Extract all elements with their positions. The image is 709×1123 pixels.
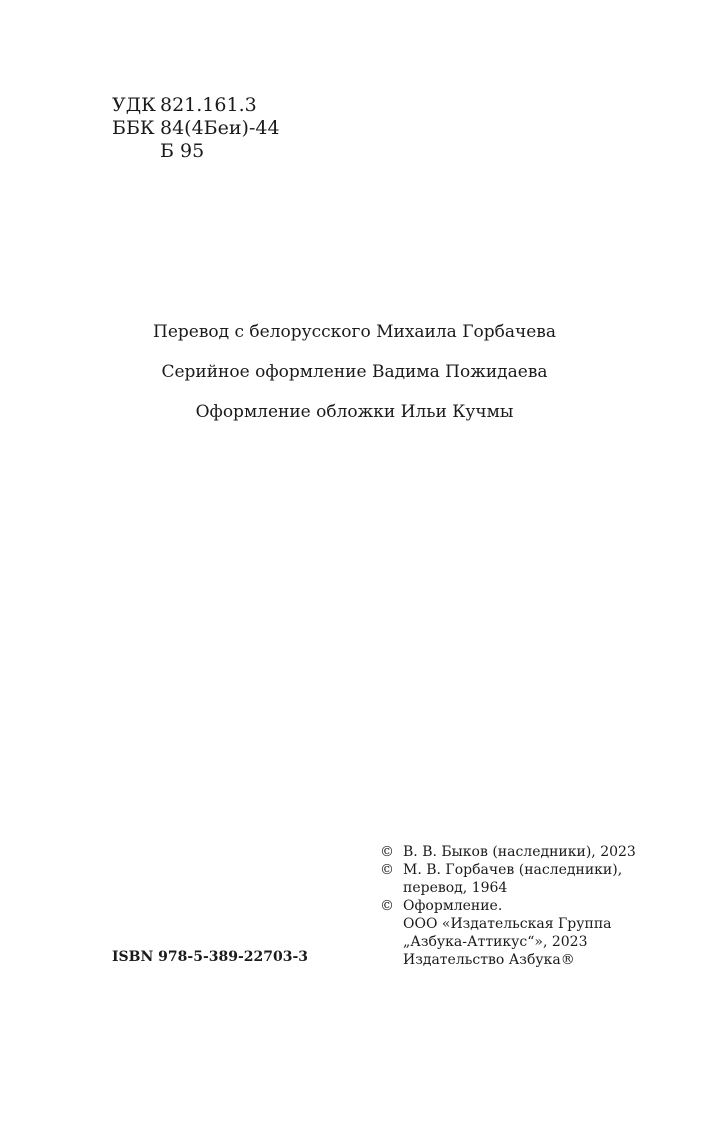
author-mark-spacer <box>112 140 160 163</box>
cover-design-credit: Оформление обложки Ильи Кучмы <box>195 402 514 422</box>
copyright-symbol: © <box>380 862 394 878</box>
copyright-line: „Азбука-Аттикус“», 2023 <box>403 934 588 950</box>
isbn: ISBN 978-5-389-22703-3 <box>112 949 309 965</box>
author-mark-row <box>112 140 280 163</box>
copyright-symbol: © <box>380 898 394 914</box>
copyright-entry-author <box>380 843 670 861</box>
copyright-symbol: © <box>380 844 394 860</box>
credits-block <box>0 319 709 439</box>
udk-value: 821.161.3 <box>160 94 257 116</box>
copyright-line: перевод, 1964 <box>403 880 508 896</box>
copyright-line: М. В. Горбачев (наследники), <box>403 862 623 878</box>
copyright-line: В. В. Быков (наследники), 2023 <box>403 844 636 860</box>
bbk-value: 84(4Беи)-44 <box>160 117 280 139</box>
copyright-line: Издательство Азбука® <box>403 952 575 968</box>
udk-row <box>112 94 280 117</box>
copyright-line: Оформление. <box>403 898 503 914</box>
copyright-block <box>380 843 670 969</box>
copyright-entry-design <box>380 897 670 969</box>
copyright-entry-translator <box>380 861 670 897</box>
bbk-row <box>112 117 280 140</box>
author-mark: Б 95 <box>160 140 205 162</box>
bbk-label: ББК <box>112 117 155 139</box>
series-design-credit: Серийное оформление Вадима Пожидаева <box>161 362 548 382</box>
udk-label: УДК <box>112 94 156 116</box>
classification-block <box>112 94 280 163</box>
copyright-line: ООО «Издательская Группа <box>403 916 612 932</box>
translation-credit: Перевод с белорусского Михаила Горбачева <box>153 322 556 342</box>
